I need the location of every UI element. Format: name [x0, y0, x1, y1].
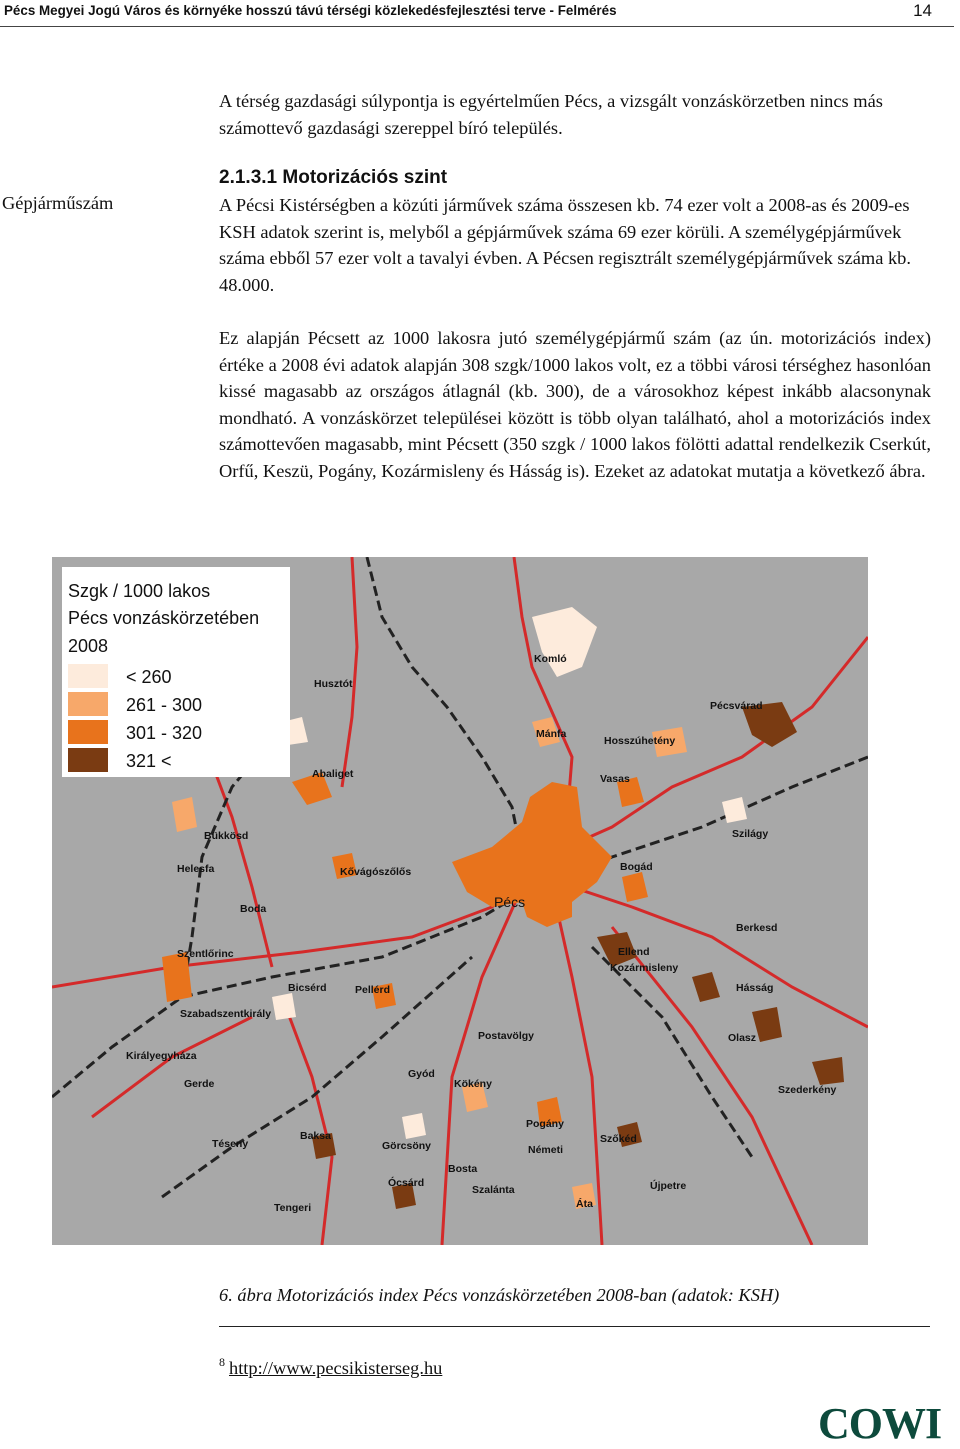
place-label: Áta: [576, 1198, 593, 1210]
margin-note: Gépjárműszám: [2, 193, 114, 213]
place-label: Vasas: [600, 773, 630, 785]
legend-title-2: Pécs vonzáskörzetében: [68, 608, 260, 628]
place-label: Gerde: [184, 1078, 215, 1090]
place-label: Szilágy: [732, 828, 769, 840]
motorization-map: [52, 557, 868, 1245]
place-label: Bicsérd: [288, 982, 327, 994]
place-label: Postavölgy: [478, 1030, 535, 1042]
place-label: Hosszúhetény: [604, 735, 676, 747]
place-label: Helesfa: [177, 863, 215, 875]
legend-label-2: 261 - 300: [126, 695, 203, 715]
document-title: Pécs Megyei Jogú Város és környéke hosszú távú térségi közlekedésfejlesztési terve - Felmérés: [4, 3, 617, 18]
figure-caption: 6. ábra Motorizációs index Pécs vonzáskörzetében 2008-ban (adatok: KSH): [219, 1285, 780, 1305]
place-label: Gyód: [408, 1068, 435, 1080]
place-label: Szalánta: [472, 1184, 515, 1196]
bicserd-area: [272, 993, 296, 1020]
page-header: [0, 0, 960, 28]
place-label: Bükkösd: [204, 830, 249, 842]
legend-swatch-1: [68, 664, 108, 688]
place-label: Olasz: [728, 1032, 757, 1044]
footnote-mark: 8: [219, 1355, 225, 1369]
place-label: Szentlőrinc: [177, 948, 234, 960]
legend-title-1: Szgk / 1000 lakos: [68, 581, 211, 601]
gorcsony-area: [402, 1113, 426, 1139]
place-label: Husztót: [314, 678, 353, 690]
place-label: Szabadszentkirály: [180, 1008, 272, 1020]
cowi-logo: COWI: [818, 1399, 942, 1448]
legend-title-3: 2008: [68, 636, 109, 656]
place-label: Tengeri: [274, 1202, 312, 1214]
place-label: Bosta: [448, 1163, 478, 1175]
place-label: Baksa: [300, 1130, 331, 1142]
footnote: [219, 1355, 442, 1379]
place-label: Mánfa: [536, 728, 567, 740]
legend-label-4: 321 <: [126, 751, 172, 771]
place-label: Kozármisleny: [610, 962, 679, 974]
legend-label-3: 301 - 320: [126, 723, 203, 743]
place-label: Németi: [528, 1144, 564, 1156]
map-legend: [62, 567, 290, 777]
place-label: Újpetre: [650, 1180, 687, 1192]
place-label: Pellérd: [355, 984, 391, 996]
city-label: Pécs: [494, 894, 526, 910]
legend-label-1: < 260: [126, 667, 172, 687]
place-label: Szederkény: [778, 1084, 837, 1096]
page-number: 14: [913, 1, 932, 20]
place-label: Téseny: [212, 1138, 249, 1150]
place-label: Pogány: [526, 1118, 564, 1130]
place-label: Királyegyháza: [126, 1050, 197, 1062]
header-rule: [0, 26, 954, 27]
paragraph-2: Ez alapján Pécsett az 1000 lakosra jutó személygépjármű szám (az ún. motorizációs index) értéke a 2008 évi adatok alapján 308 szgk/1000 lakos volt, ez a többi városi térséghez hasonlóan kissé magasabb az országos átlagnál (kb. 300), de a városokhoz képest inkább alacsonynak mondható. A vonzáskörzet települései között is több olyan található, ahol a motorizációs index számottevően magasabb, mint Pécsett (350 szgk / 1000 lakos fölötti adattal rendelkezik Cserkút, Orfű, Keszü, Pogány, Kozármisleny és Hásság is). Ezeket az adatokat mutatja a következő ábra.: [219, 328, 931, 481]
legend-swatch-3: [68, 720, 108, 744]
paragraph-1: A Pécsi Kistérségben a közúti járművek száma összesen kb. 74 ezer volt a 2008-as és 2009-es KSH adatok szerint is, melyből a gépjárművek száma 69 ezer körüli. A személygépjárművek száma ebből 57 ezer volt a tavalyi évben. A Pécsen regisztrált személygépjárművek száma kb. 48.000.: [219, 195, 911, 295]
place-label: Pécsvárad: [710, 700, 763, 712]
place-label: Hásság: [736, 982, 774, 994]
legend-swatch-4: [68, 748, 108, 772]
footnote-link[interactable]: http://www.pecsikisterseg.hu: [229, 1358, 443, 1378]
place-label: Ellend: [618, 946, 650, 958]
place-label: Abaliget: [312, 768, 354, 780]
place-label: Szőkéd: [600, 1133, 637, 1145]
place-label: Komló: [534, 653, 567, 665]
place-label: Görcsöny: [382, 1140, 432, 1152]
place-label: Bogád: [620, 861, 653, 873]
place-label: Kökény: [454, 1078, 492, 1090]
place-label: Boda: [240, 903, 267, 915]
place-label: Berkesd: [736, 922, 778, 934]
place-label: Ócsárd: [388, 1177, 425, 1189]
intro-paragraph: A térség gazdasági súlypontja is egyértelműen Pécs, a vizsgált vonzáskörzetben nincs más számottevő gazdasági szereppel bíró település.: [219, 91, 883, 138]
section-heading: 2.1.3.1 Motorizációs szint: [219, 167, 448, 188]
footnote-rule: [219, 1326, 930, 1327]
place-label: Kővágószőlős: [340, 866, 412, 878]
legend-swatch-2: [68, 692, 108, 716]
